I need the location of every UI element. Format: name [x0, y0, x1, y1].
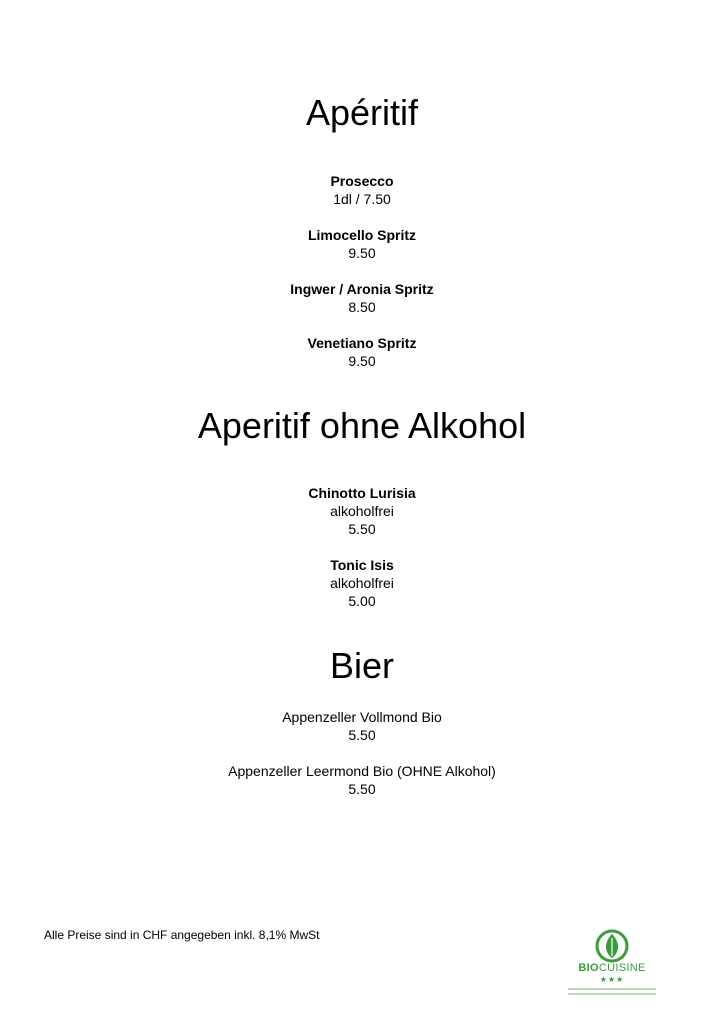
logo-fine-print	[568, 993, 656, 995]
logo-stars: ★★★	[599, 975, 625, 984]
biocuisine-logo	[560, 924, 664, 1004]
section-title-bier: Bier	[329, 645, 395, 686]
menu-item	[0, 556, 724, 610]
item-name: Ingwer / Aronia Spritz	[290, 281, 434, 297]
item-name: Limocello Spritz	[307, 227, 417, 243]
menu-item	[0, 172, 724, 208]
item-price: 9.50	[348, 353, 376, 369]
menu-item	[0, 484, 724, 538]
price-footnote: Alle Preise sind in CHF angegeben inkl. 8,1% MwSt	[44, 928, 320, 942]
menu-item	[0, 280, 724, 316]
item-name: Prosecco	[330, 173, 394, 189]
item-name: Appenzeller Vollmond Bio	[282, 709, 442, 725]
item-name: Appenzeller Leermond Bio (OHNE Alkohol)	[228, 763, 496, 779]
menu-item	[0, 226, 724, 262]
item-price: 5.50	[348, 781, 376, 797]
item-name: Venetiano Spritz	[307, 335, 417, 351]
item-price: 8.50	[348, 299, 376, 315]
item-price: 5.50	[348, 727, 376, 743]
item-note: alkoholfrei	[330, 575, 394, 591]
item-name: Tonic Isis	[330, 557, 394, 573]
menu-item	[0, 708, 724, 744]
logo-wordmark	[560, 962, 664, 975]
menu-item	[0, 334, 724, 370]
item-note: alkoholfrei	[330, 503, 394, 519]
item-price: 5.00	[348, 593, 376, 609]
logo-fine-print	[568, 988, 656, 990]
logo-brand-bold: BIO	[578, 962, 599, 974]
section-title-aperitif: Apéritif	[305, 92, 419, 133]
item-price: 1dl / 7.50	[333, 191, 391, 207]
leaf-emblem-icon	[590, 928, 634, 964]
item-name: Chinotto Lurisia	[308, 485, 416, 501]
section-title-aperitif-ohne-alkohol: Aperitif ohne Alkohol	[197, 405, 527, 446]
logo-brand-rest: CUISINE	[598, 962, 646, 974]
item-price: 9.50	[348, 245, 376, 261]
menu-item	[0, 762, 724, 798]
item-price: 5.50	[348, 521, 376, 537]
